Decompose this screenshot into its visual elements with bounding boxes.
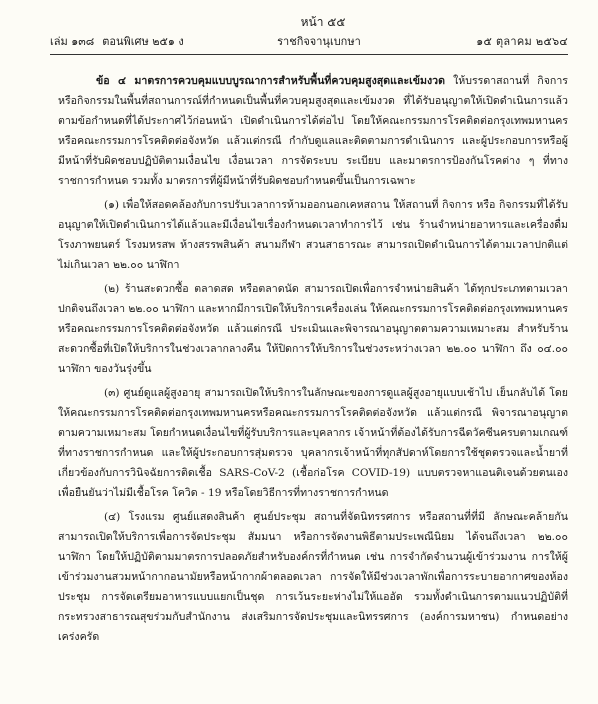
header-left: [50, 34, 184, 50]
article-heading: ข้อ ๔ มาตรการควบคุมแบบบูรณาการสำหรับพื้นที่ควบคุมสูงสุดและเข้มงวด: [96, 75, 446, 87]
article-item-1: (๑) เพื่อให้สอดคล้องกับการปรับเวลาการห้ามออกนอกเคหสถาน ให้สถานที่ กิจการ หรือ กิจกรรมที่ได้รับอนุญาตให้เปิดดำเนินการได้แล้วและมีเงื่อนไขเรื่องกำหนดเวลาทำการไว้ เช่น ร้านจำหน่ายอาหารและเครื่องดื่ม โรงภาพยนตร์ โรงมหรสพ ห้างสรรพสินค้า สนามกีฬา สวนสาธารณะ สามารถเปิดดำเนินการได้ตามเวลาปกติแต่ไม่เกินเวลา ๒๒.๐๐ นาฬิกา: [58, 199, 568, 271]
article-intro: ให้บรรดาสถานที่ กิจการ หรือกิจกรรมในพื้นที่สถานการณ์ที่กำหนดเป็นพื้นที่ควบคุมสูงสุดและเข้มงวด ที่ได้รับอนุญาตให้เปิดดำเนินการแล้วตามข้อกำหนดที่ได้ประกาศไว้ก่อนหน้า เปิดดำเนินการได้ต่อไป โดยให้คณะกรรมการโรคติดต่อกรุงเทพมหานครหรือคณะกรรมการโรคติดต่อจังหวัด แล้วแต่กรณี กำกับดูแลและติดตามการดำเนินการ และผู้ประกอบการหรือผู้มีหน้าที่รับผิดชอบปฏิบัติตามเงื่อนไข เงื่อนเวลา การจัดระบบ ระเบียบ และมาตรการป้องกันโรคต่าง ๆ ที่ทางราชการกำหนด รวมทั้ง มาตรการที่ผู้มีหน้าที่รับผิดชอบกำหนดขึ้นเป็นการเฉพาะ: [58, 75, 568, 187]
publication-date: ๑๕ ตุลาคม ๒๕๖๔: [476, 35, 568, 48]
gazette-title: ราชกิจจานุเบกษา: [277, 35, 361, 48]
article-item-3: (๓) ศูนย์ดูแลผู้สูงอายุ สามารถเปิดให้บริการในลักษณะของการดูแลผู้สูงอายุแบบเช้าไป เย็นกลับได้ โดยให้คณะกรรมการโรคติดต่อกรุงเทพมหานครหรือคณะกรรมการโรคติดต่อจังหวัด แล้วแต่กรณี พิจารณาอนุญาตตามความเหมาะสม โดยกำหนดเงื่อนไขที่ผู้รับบริการและบุคลากร เจ้าหน้าที่ต้องได้รับการฉีดวัคซีนครบตามเกณฑ์ที่ทางราชการกำหนด และให้ผู้ประกอบการสุ่มตรวจ บุคลากรเจ้าหน้าที่ทุกสัปดาห์โดยการใช้ชุดตรวจและน้ำยาที่เกี่ยวข้องกับการวินิจฉัยการติดเชื้อ SARS-CoV-2 (เชื้อก่อโรค COVID-19) แบบตรวจหาแอนติเจนด้วยตนเอง เพื่อยืนยันว่าไม่มีเชื้อโรค โควิด - 19 หรือโดยวิธีการที่ทางราชการกำหนด: [58, 387, 568, 499]
article-item-2: (๒) ร้านสะดวกซื้อ ตลาดสด หรือตลาดนัด สามารถเปิดเพื่อการจำหน่ายสินค้า ได้ทุกประเภทตามเวลาปกติจนถึงเวลา ๒๒.๐๐ นาฬิกา และหากมีการเปิดให้บริการเครื่องเล่น ให้คณะกรรมการโรคติดต่อกรุงเทพมหานครหรือคณะกรรมการโรคติดต่อจังหวัด แล้วแต่กรณี ประเมินและพิจารณาอนุญาตตามความเหมาะสม สำหรับร้านสะดวกซื้อที่เปิดให้บริการในช่วงเวลากลางคืน ให้ปิดการให้บริการในช่วงระหว่างเวลา ๒๒.๐๐ นาฬิกา ถึง ๐๔.๐๐ นาฬิกา ของวันรุ่งขึ้น: [58, 283, 568, 375]
document-body: [58, 71, 568, 647]
volume-number: เล่ม ๑๓๘: [50, 35, 95, 48]
article-item-4: (๔) โรงแรม ศูนย์แสดงสินค้า ศูนย์ประชุม สถานที่จัดนิทรรศการ หรือสถานที่ที่มี ลักษณะคล้ายกัน สามารถเปิดให้บริการเพื่อการจัดประชุม สัมมนา หรือการจัดงานพิธีตามประเพณีนิยม ได้จนถึงเวลา ๒๒.๐๐ นาฬิกา โดยให้ปฏิบัติตามมาตรการปลอดภัยสำหรับองค์กรที่กำหนด เช่น การจำกัดจำนวนผู้เข้าร่วมงาน การให้ผู้เข้าร่วมงานสวมหน้ากากอนามัยหรือหน้ากากผ้าตลอดเวลา การจัดให้มีช่วงเวลาพักเพื่อการระบายอากาศของห้องประชุม การจัดเตรียมอาหารแบบแยกเป็นชุด การเว้นระยะห่างไม่ให้แออัด รวมทั้งดำเนินการตามแนวปฏิบัติที่กระทรวงสาธารณสุขร่วมกับสำนักงาน ส่งเสริมการจัดประชุมและนิทรรศการ (องค์การมหาชน) กำหนดอย่างเคร่งครัด: [58, 511, 568, 643]
page-number: หน้า ๕๕: [300, 15, 346, 29]
gazette-header: [50, 34, 568, 55]
section-number: ตอนพิเศษ ๒๕๑ ง: [102, 35, 184, 48]
article-paragraph: [58, 71, 568, 191]
